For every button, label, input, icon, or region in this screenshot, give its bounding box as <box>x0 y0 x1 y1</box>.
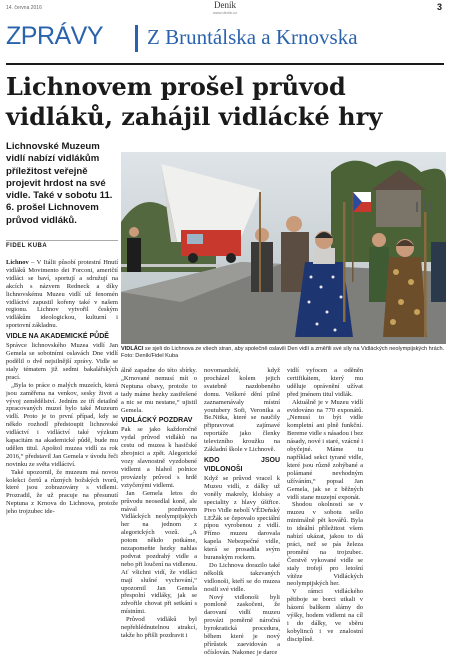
article-column-2 <box>121 367 197 663</box>
section-rule <box>6 63 444 65</box>
caption-credit: Foto: Deník/Fidel Kuba <box>121 353 179 359</box>
paragraph: V rámci vidláckého pětiboje se borci utkali v házení balíkem slámy do výšky, hodem vidlemi na cíl i do dálky, ve sběru kobylinců i ve znalostní disciplíně. <box>287 588 363 643</box>
section-divider <box>135 25 138 52</box>
masthead-brand: Deník <box>214 0 236 10</box>
paragraph: Shodou okolností se v muzeu v sobotu sešlo minimálně pět kovářů. Byla to ideální příležitost všem nabízí ukázat, jakou to dá práci, než se pás železa promění na trojzubec. Čerstvě vykované vidle se staly trofejí pro letošní vítěze Vidláckých neolympijských her. <box>287 501 363 588</box>
issue-date: 14. června 2016 <box>6 5 42 11</box>
paragraph: Také upozornil, že muzeum má novou kolekci čertů a různých božských tvorů, které jsou zobrazovány s vidlemi. Prozradil, že už pracuje na přesunutí Neptuna z Krnova do Lichnova, protože jeho trojzubec ide- <box>6 468 118 516</box>
parade-photo <box>121 152 446 344</box>
page-number: 3 <box>436 2 442 12</box>
caption-label: VIDLÁCI <box>121 346 144 352</box>
paragraph: Když se průvod vracel k Muzeu vidlí, z dálky už voněly makrely, klobásy a speciality z hlavy úštřice. Pivo Vidle nebolí VĚDeňský LEŽák se čepovalo speciální pípou vyrobenou z vidlí. Přímo muzeu darovala kapela Nebezpečné vidle, která se prosadila svým buranským rockem. <box>204 474 280 562</box>
paragraph: Aktuálně je v Muzeu vidlí evidováno na 770 exponátů. „Nemusí to být vidle kompletní ani plně funkční. Bereme vidle s násadou i bez násady, nové i staré, vzácné i obyčejné. Máme tu například sekci tyrané vidle, které jsou různě zohýbané a polámané nevhodným užíváním,“ popsal Jan Gemela, jak se z běžných vidlí stane muzejní exponát. <box>287 398 363 501</box>
paragraph: Pak se jako každoročně vydal průvod vidláků na cestu od muzea k hasičské zbrojnici a zpět. Alegorické vozy slavnostně vyzdobené vidlemi a hlahol polnice provázely průvod s hrdě vztyčenými vidlemi. <box>121 426 197 489</box>
paragraph: novomanželé, když procházel kolem jejich svatebně nazdobeného domu. Veškeré dění pilně zaznamenávaly místní youtubery Sofi, Veronika a Be.Nitka, které se naučily připravovat zajímavé reportáže jako členky televizního kroužku na Základní škole v Lichnově. <box>204 367 280 454</box>
paragraph: Nový vidlonoši byli pomloně zaskočeni, že darovaní vidlí muzeu provázi poměrně náročná byrokratická procedura, během které je nový přírůstek zaevidován a očíslován. Nakonec je darce <box>204 593 280 656</box>
dateline: Lichnov <box>6 259 29 266</box>
lead-text: Lichnovské Muzeum vidlí nabízí vidlákům příležitost veřejně projevit hrdost na své vidle. Také v sobotu 11. 6. prošel Lichnovem průvod vidláků. <box>6 141 113 226</box>
subheading: VIDLE NA AKADEMICKÉ PŮDĚ <box>6 333 109 341</box>
section-name: ZPRÁVY <box>6 22 104 50</box>
section-header <box>6 22 446 62</box>
photo-caption <box>121 346 446 360</box>
article-author: FIDEL KUBA <box>6 240 118 249</box>
article-column-3 <box>204 367 280 663</box>
article-photo <box>121 152 446 344</box>
masthead-url: www.denik.cz <box>212 10 238 15</box>
subheading: KDO JSOU VIDLONOŠI <box>204 456 280 473</box>
page-header <box>0 0 450 16</box>
caption-text: se sjeli do Lichnova ze všech stran, aby společně oslavili Den vidlí a změřili své síly na Vidláckých neolympijských hrách. <box>143 346 445 352</box>
paragraph: Lichnov – V Itálii působí protestní Hnutí vidláků Movimento dei Forconi, američtí vidláci se baví, sportují a sdružují na akcích s názvem Redneck a díky lichnovskému Muzeu vidlí už fenomén vidláctví zapustil kořeny také v našem regionu. Lichnov vytvořil českým vidlákům ideologickou, kulturní i sportovní základnu. <box>6 259 118 330</box>
article-headline: Lichnovem prošel průvod vidláků, zahájil vidlácké hry <box>6 72 383 131</box>
paragraph: Do Lichnova dorazilo také několik takzvaných vidlonoši, kteří se do muzea nosili své vidle. <box>204 561 280 593</box>
paragraph: Průvod vidláků byl nepřehlédnutelnou atrakcí, takže ho přišli pozdravit i <box>121 616 197 639</box>
article-lead <box>6 141 118 227</box>
section-subtitle: Z Bruntálska a Krnovska <box>147 25 358 49</box>
paragraph: vidlí vyfocen a oděněn certifikátem, který mu uděluje oprávnění užívat před jménem titul vidlák. <box>287 367 363 398</box>
article-column-4 <box>287 367 363 663</box>
paragraph: álně zapadne do této sbírky. „Krnované nemusí mít o Neptuna obavy, protože to tady máme hezky zastřešené a nic se mu nestane,“ ujistil Gemela. <box>121 367 197 414</box>
subheading: VIDLÁCKÝ POZDRAV <box>121 417 193 425</box>
paragraph: Správce lichnovského Muzea vidlí Jan Gemela se sobotními oslavách Dne vidlí podělil o dvě nejsilnější zprávy. Vidle se staly tématem již sedmi bakalářských prací. <box>6 342 118 381</box>
paragraph: „Byla to práce o malých muzeích, která jsou zaměřena na venkov, sesky život a vývoj zemědělství. Jedním ze tří detailně zpracovaných muzeí bylo také Muzeum vidlí. Proto je to první případ, kdy se někdo rozhodl předstoupit lichnovské vidláctví i vidláctví také výzkum kapacitám na akademické půdě, bude mu udělen titul. Apoštol muzea vidlí za rok 2016,“ představil Jan Gemela v úvodu řeči novinku ze světa vidláctví. <box>6 381 118 468</box>
paragraph: Jan Gemela letos do průvodu neosedlal koně, ale mával pozdravem Vidláckých neolympijských her na jednom z alegorických vozů. „A potom někdo potkáme, nezapomeňte hezky nahlas podvrat pozdrahý vidle a nebo při loučení na vidlenou. Ať všichni vidí, že vidláci mají slušné vychování,“ upozornil Jan Gemela přespolní vidláky, jak se zdvořile chovat při setkání s místními. <box>121 489 197 616</box>
article-column-1 <box>6 259 118 663</box>
